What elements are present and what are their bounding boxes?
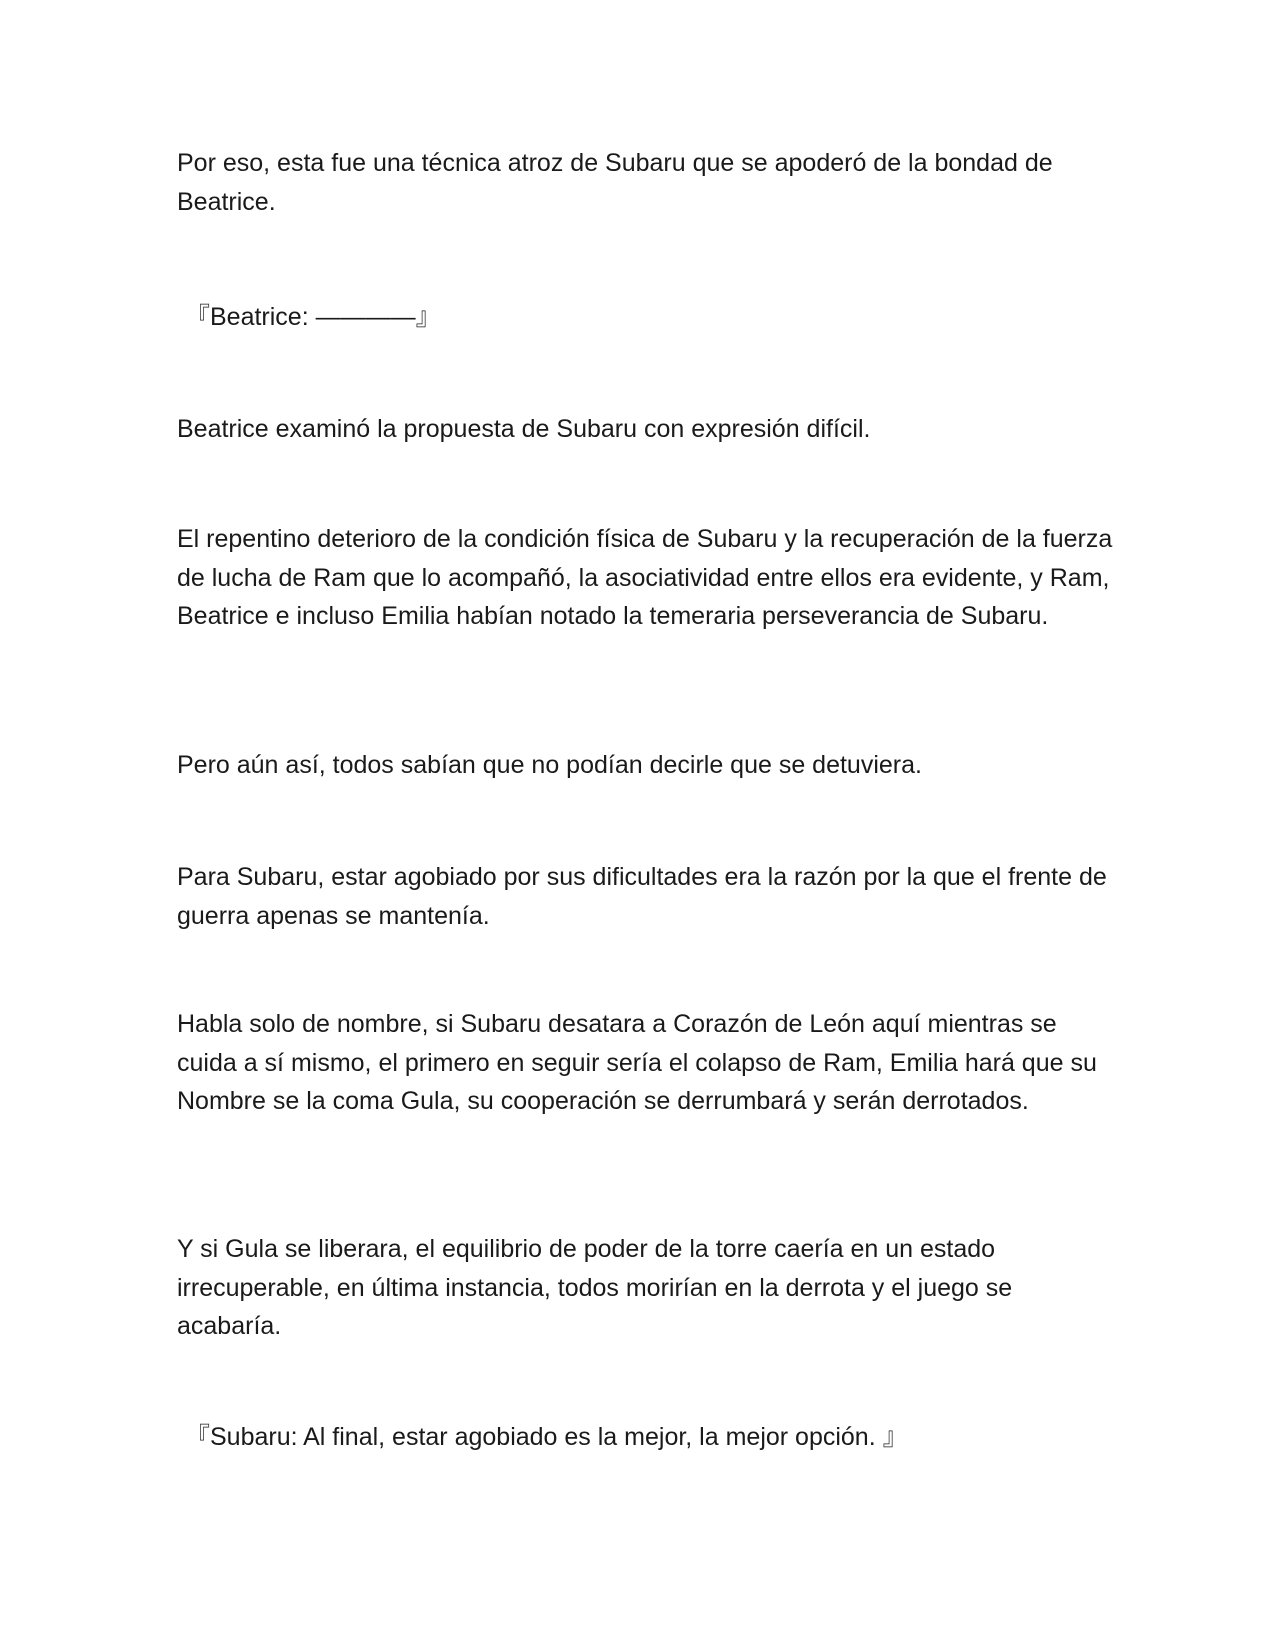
paragraph-4: Pero aún así, todos sabían que no podían decirle que se detuviera. (177, 751, 922, 779)
paragraph-5: Para Subaru, estar agobiado por sus dificultades era la razón por la que el frente de guerra apenas se mantenía. (177, 863, 1107, 930)
dialogue-beatrice: 『Beatrice: ————』 (185, 303, 441, 331)
paragraph-7: Y si Gula se liberara, el equilibrio de poder de la torre caería en un estado irrecuperable, en última instancia, todos morirían en la derrota y el juego se acabaría. (177, 1235, 1013, 1340)
paragraph-2: Beatrice examinó la propuesta de Subaru con expresión difícil. (177, 415, 871, 443)
paragraph-6: Habla solo de nombre, si Subaru desatara a Corazón de León aquí mientras se cuida a sí mismo, el primero en seguir sería el colapso de Ram, Emilia hará que su Nombre se la coma Gula, su cooperación se derrumbará y serán derrotados. (177, 1010, 1097, 1115)
paragraph-1: Por eso, esta fue una técnica atroz de Subaru que se apoderó de la bondad de Beatrice. (177, 149, 1053, 216)
dialogue-subaru: 『Subaru: Al final, estar agobiado es la mejor, la mejor opción. 』 (185, 1423, 908, 1451)
paragraph-3: El repentino deterioro de la condición física de Subaru y la recuperación de la fuerza de lucha de Ram que lo acompañó, la asociatividad entre ellos era evidente, y Ram, Beatrice e incluso Emilia habían notado la temeraria perseverancia de Subaru. (177, 525, 1113, 630)
